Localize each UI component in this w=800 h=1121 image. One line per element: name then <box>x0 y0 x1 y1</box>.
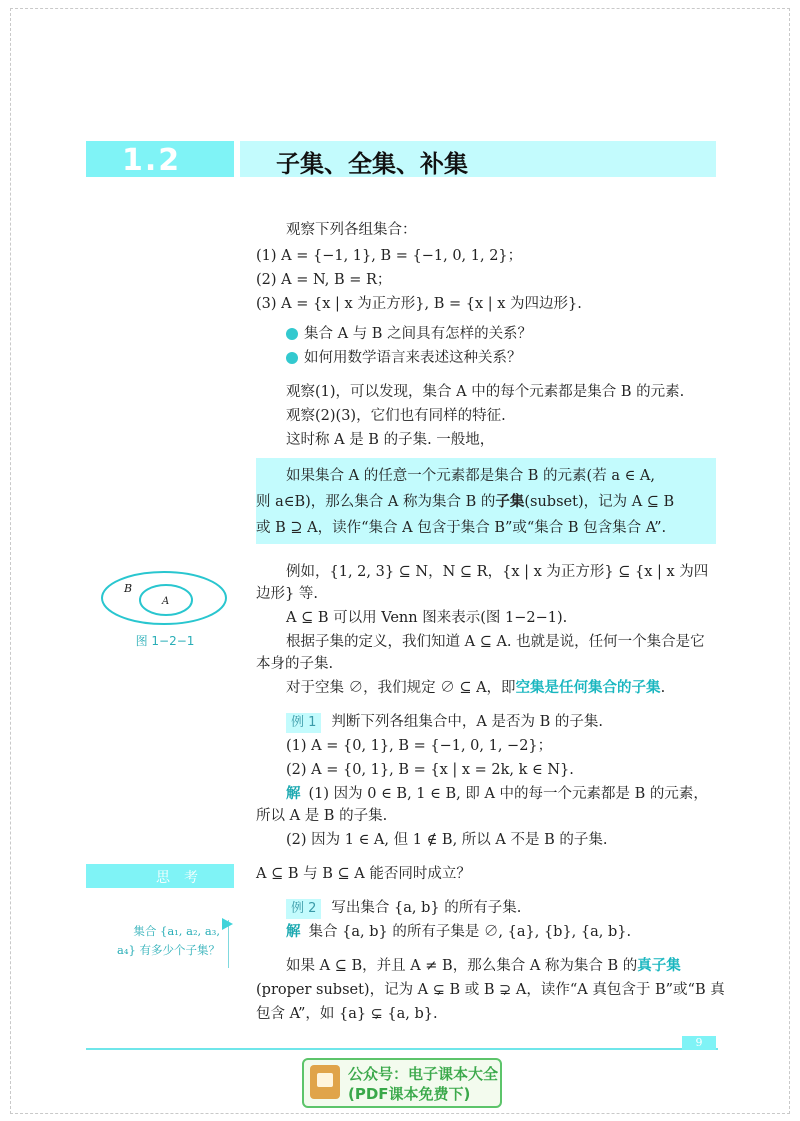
definition-line: 或 B ⊇ A，读作“集合 A 包含于集合 B”或“集合 B 包含集合 A”. <box>256 520 667 536</box>
footer-rule <box>86 1048 718 1050</box>
example-text: 根据子集的定义，我们知道 A ⊆ A. 也就是说，任何一个集合是它 <box>286 634 705 650</box>
example1-solution: (2) 因为 1 ∈ A, 但 1 ∉ B, 所以 A 不是 B 的子集. <box>286 832 608 848</box>
venn-diagram <box>96 566 236 630</box>
empty-set-rule: 对于空集 ∅，我们规定 ∅ ⊆ A，即空集是任何集合的子集. <box>286 679 666 696</box>
definition-box <box>256 458 716 544</box>
intro-lead: 观察下列各组集合： <box>286 222 417 238</box>
bullet-icon <box>286 352 298 364</box>
think-band <box>86 864 234 888</box>
observation-line: 这时称 A 是 B 的子集. 一般地， <box>286 432 495 448</box>
proper-subset-def: 包含 A”，如 {a} ⊊ {a, b}. <box>256 1006 438 1022</box>
example-text: 边形} 等. <box>256 586 318 602</box>
proper-subset-def: (proper subset)，记为 A ⊊ B 或 B ⊋ A，读作“A 真包含于 B”或“B 真 <box>256 982 725 998</box>
watermark-line-2: (PDF课本免费下) <box>348 1085 471 1103</box>
example2-heading: 例 2 写出集合 {a, b} 的所有子集. <box>286 898 521 919</box>
example1-solution: 解 (1) 因为 0 ∈ B, 1 ∈ B, 即 A 中的每一个元素都是 B 的元素， <box>286 785 708 802</box>
venn-label-b: B <box>124 582 133 595</box>
set-pair-3: (3) A = {x | x 为正方形}, B = {x | x 为四边形}. <box>256 296 582 312</box>
venn-label-a: A <box>162 596 170 607</box>
example1-item: (1) A = {0, 1}, B = {−1, 0, 1, −2}； <box>286 738 553 754</box>
example-text: 例如，{1, 2, 3} ⊆ N，N ⊆ R，{x | x 为正方形} ⊆ {x | x 为四 <box>286 564 709 580</box>
think-label: 思考 <box>156 870 212 886</box>
example1-heading: 例 1 判断下列各组集合中，A 是否为 B 的子集. <box>286 712 603 733</box>
section-title: 子集、全集、补集 <box>276 149 468 178</box>
side-note: 集合 {a₁, a₂, a₃, a₄} 有多少个子集？ <box>117 924 220 957</box>
watermark-line-1: 公众号：电子课本大全 <box>348 1065 499 1083</box>
question-1: 集合 A 与 B 之间具有怎样的关系？ <box>304 326 533 342</box>
observation-line: 观察(1)，可以发现，集合 A 中的每个元素都是集合 B 的元素. <box>286 384 685 400</box>
example-text: A ⊆ B 可以用 Venn 图来表示(图 1−2−1). <box>286 610 568 626</box>
figure-caption: 图 1−2−1 <box>135 634 195 648</box>
example-text: 本身的子集. <box>256 656 334 672</box>
watermark-stamp <box>302 1058 502 1108</box>
empty-set-emphasis: 空集是任何集合的子集 <box>515 679 661 696</box>
question-2: 如何用数学语言来表述这种关系？ <box>304 350 522 366</box>
bullet-icon <box>286 328 298 340</box>
proper-subset-def: 如果 A ⊆ B，并且 A ≠ B，那么集合 A 称为集合 B 的真子集 <box>286 957 681 974</box>
solution-tag: 解 <box>286 785 301 802</box>
term-subset: 子集 <box>495 493 525 510</box>
example1-tag: 例 1 <box>286 713 321 733</box>
triangle-marker-icon <box>222 918 233 930</box>
set-pair-1: (1) A = {−1, 1}, B = {−1, 0, 1, 2}； <box>256 248 523 264</box>
page-number: 9 <box>682 1036 716 1050</box>
observation-line: 观察(2)(3)，它们也有同样的特征. <box>286 408 506 424</box>
set-pair-2: (2) A = N, B = R； <box>256 272 392 288</box>
example2-solution: 解 集合 {a, b} 的所有子集是 ∅, {a}, {b}, {a, b}. <box>286 923 632 940</box>
term-proper-subset: 真子集 <box>637 957 681 974</box>
book-icon <box>310 1065 340 1099</box>
definition-line: 如果集合 A 的任意一个元素都是集合 B 的元素(若 a ∈ A, <box>286 468 656 484</box>
section-number-band <box>86 141 234 177</box>
solution-tag: 解 <box>286 923 301 940</box>
example1-item: (2) A = {0, 1}, B = {x | x = 2k, k ∈ N}. <box>286 762 574 778</box>
example1-solution: 所以 A 是 B 的子集. <box>256 808 388 824</box>
example2-tag: 例 2 <box>286 899 321 919</box>
section-number: 1.2 <box>122 143 182 178</box>
think-question: A ⊆ B 与 B ⊆ A 能否同时成立？ <box>256 866 471 882</box>
section-title-band <box>240 141 716 177</box>
definition-line: 则 a∈B)，那么集合 A 称为集合 B 的子集(subset)，记为 A ⊆ B <box>256 493 675 510</box>
